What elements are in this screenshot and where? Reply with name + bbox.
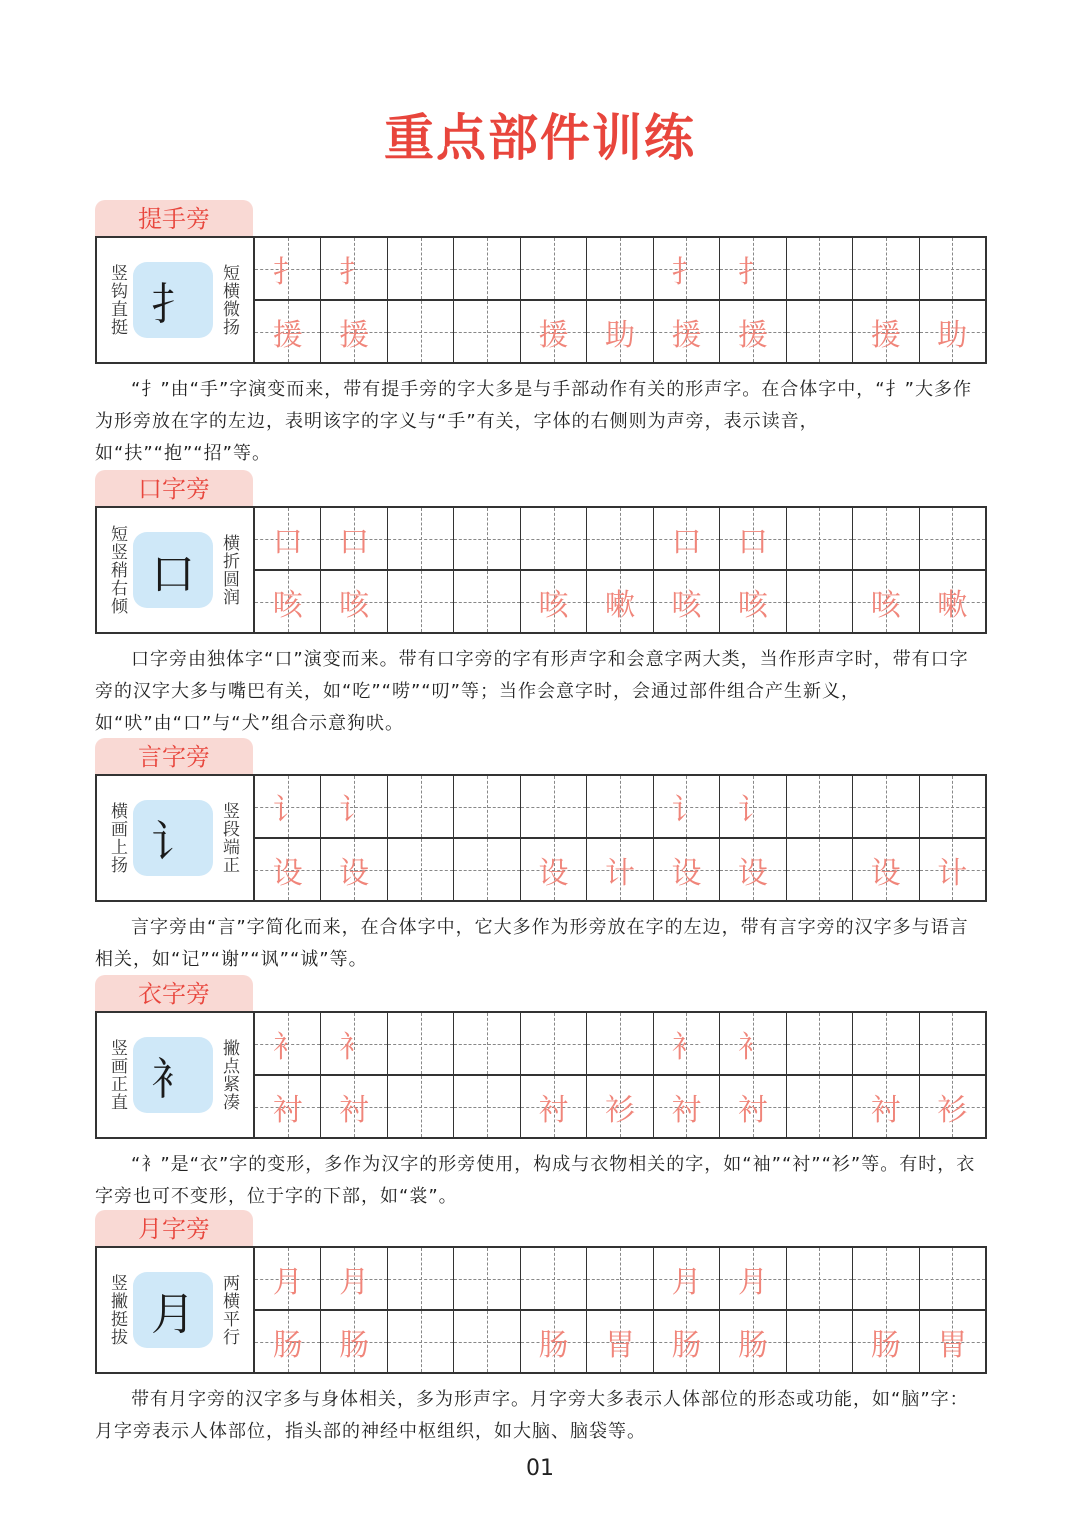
practice-cell[interactable] xyxy=(320,508,386,569)
practice-cell[interactable] xyxy=(919,1076,985,1137)
trace-char: 援 xyxy=(870,317,901,353)
practice-cell[interactable] xyxy=(387,839,453,900)
writing-tip-left: 短竖稍右倾 xyxy=(107,525,127,615)
page-title: 重点部件训练 xyxy=(384,109,696,167)
trace-char: 肠 xyxy=(272,1327,303,1363)
trace-char: 咳 xyxy=(272,587,303,623)
practice-cell[interactable] xyxy=(586,1311,652,1372)
trace-char: 咳 xyxy=(870,587,901,623)
trace-char: 咳 xyxy=(671,587,702,623)
trace-char: 衫 xyxy=(604,1092,635,1128)
practice-cell[interactable] xyxy=(320,1311,386,1372)
trace-char: 讠 xyxy=(272,792,303,828)
practice-grid xyxy=(95,236,987,364)
trace-char: 设 xyxy=(272,855,303,891)
trace-char: 助 xyxy=(937,317,968,353)
trace-char: 衤 xyxy=(272,1029,303,1065)
trace-char: 口 xyxy=(671,524,702,560)
trace-char: 扌 xyxy=(671,254,702,290)
trace-char: 援 xyxy=(272,317,303,353)
trace-char: 衤 xyxy=(339,1029,370,1065)
practice-cell[interactable] xyxy=(453,1013,519,1074)
trace-char: 嗽 xyxy=(604,587,635,623)
practice-cell[interactable] xyxy=(255,238,320,299)
trace-char: 衬 xyxy=(538,1092,569,1128)
practice-cell[interactable] xyxy=(919,1248,985,1309)
practice-cell[interactable] xyxy=(719,238,785,299)
practice-cell[interactable] xyxy=(786,1311,852,1372)
practice-cell[interactable] xyxy=(653,571,719,632)
writing-tip-left: 竖画正直 xyxy=(107,1039,127,1111)
practice-cell[interactable] xyxy=(387,1076,453,1137)
practice-cell[interactable] xyxy=(320,776,386,837)
component-panel xyxy=(97,1248,255,1372)
practice-cell[interactable] xyxy=(719,1076,785,1137)
component-char: 扌 xyxy=(133,262,213,338)
practice-cell[interactable] xyxy=(320,1076,386,1137)
practice-cell[interactable] xyxy=(453,571,519,632)
trace-char: 衬 xyxy=(737,1092,768,1128)
practice-cell[interactable] xyxy=(786,508,852,569)
practice-cell[interactable] xyxy=(320,1013,386,1074)
trace-char: 月 xyxy=(272,1264,303,1300)
practice-cell[interactable] xyxy=(387,1311,453,1372)
practice-cell[interactable] xyxy=(520,1013,586,1074)
practice-cell[interactable] xyxy=(919,1013,985,1074)
practice-cell[interactable] xyxy=(387,776,453,837)
practice-cell[interactable] xyxy=(653,1248,719,1309)
practice-cell[interactable] xyxy=(719,1013,785,1074)
practice-cell[interactable] xyxy=(653,238,719,299)
practice-cell[interactable] xyxy=(719,301,785,362)
trace-char: 咳 xyxy=(538,587,569,623)
practice-cell[interactable] xyxy=(586,238,652,299)
trace-char: 设 xyxy=(737,855,768,891)
section-description: 带有月字旁的汉字多与身体相关，多为形声字。月字旁大多表示人体部位的形态或功能，如“脑”字：月字旁表示人体部位，指头部的神经中枢组织，如大脑、脑袋等。 xyxy=(95,1389,969,1442)
writing-tip-right: 撇点紧凑 xyxy=(219,1039,239,1111)
section-label: 言字旁 xyxy=(95,738,253,776)
writing-tip-right: 横折圆润 xyxy=(219,534,239,606)
practice-cell[interactable] xyxy=(520,301,586,362)
component-panel xyxy=(97,508,255,632)
practice-cell[interactable] xyxy=(786,839,852,900)
section-label: 衣字旁 xyxy=(95,975,253,1013)
practice-cell[interactable] xyxy=(255,1076,320,1137)
practice-cell[interactable] xyxy=(586,571,652,632)
practice-cell[interactable] xyxy=(919,776,985,837)
trace-char: 讠 xyxy=(671,792,702,828)
trace-char: 月 xyxy=(671,1264,702,1300)
practice-cell[interactable] xyxy=(453,1076,519,1137)
trace-char: 衫 xyxy=(937,1092,968,1128)
practice-cell[interactable] xyxy=(255,839,320,900)
practice-cell[interactable] xyxy=(255,508,320,569)
practice-cell[interactable] xyxy=(653,301,719,362)
trace-char: 衤 xyxy=(737,1029,768,1065)
trace-char: 口 xyxy=(272,524,303,560)
practice-cell[interactable] xyxy=(586,1248,652,1309)
trace-char: 月 xyxy=(737,1264,768,1300)
grid-row-row1 xyxy=(255,508,985,569)
grid-row-row2 xyxy=(255,569,985,632)
trace-char: 援 xyxy=(671,317,702,353)
trace-char: 扌 xyxy=(272,254,303,290)
practice-grid xyxy=(95,506,987,634)
practice-cell[interactable] xyxy=(852,508,918,569)
trace-char: 讠 xyxy=(339,792,370,828)
trace-char: 衬 xyxy=(671,1092,702,1128)
practice-cell[interactable] xyxy=(719,839,785,900)
practice-cell[interactable] xyxy=(919,839,985,900)
grid-row-row1 xyxy=(255,776,985,837)
trace-char: 计 xyxy=(604,855,635,891)
trace-char: 衤 xyxy=(671,1029,702,1065)
practice-cell[interactable] xyxy=(320,839,386,900)
section-5 xyxy=(95,1210,985,1450)
practice-cell[interactable] xyxy=(520,1248,586,1309)
practice-cell[interactable] xyxy=(387,571,453,632)
practice-cell[interactable] xyxy=(453,776,519,837)
writing-tip-right: 两横平行 xyxy=(219,1274,239,1346)
practice-cell[interactable] xyxy=(586,301,652,362)
writing-tip-right: 短横微扬 xyxy=(219,264,239,336)
trace-char: 肠 xyxy=(671,1327,702,1363)
trace-char: 咳 xyxy=(339,587,370,623)
practice-cell[interactable] xyxy=(255,301,320,362)
practice-cell[interactable] xyxy=(586,1013,652,1074)
section-label: 提手旁 xyxy=(95,200,253,238)
writing-tip-right: 竖段端正 xyxy=(219,802,239,874)
practice-cell[interactable] xyxy=(653,776,719,837)
trace-char: 助 xyxy=(604,317,635,353)
practice-cell[interactable] xyxy=(852,571,918,632)
practice-cell[interactable] xyxy=(520,238,586,299)
grid-row-row2 xyxy=(255,1074,985,1137)
section-description: 口字旁由独体字“口”演变而来。带有口字旁的字有形声字和会意字两大类，当作形声字时，带有口字旁的汉字大多与嘴巴有关，如“吃”“唠”“叨”等；当作会意字时，会通过部件组合产生新义，如“吠”由“口”与“犬”组合示意狗吠。 xyxy=(95,649,969,734)
practice-cell[interactable] xyxy=(852,776,918,837)
practice-cell[interactable] xyxy=(852,839,918,900)
practice-cell[interactable] xyxy=(786,776,852,837)
cell-grid xyxy=(255,238,985,362)
practice-grid xyxy=(95,1011,987,1139)
practice-cell[interactable] xyxy=(255,776,320,837)
trace-char: 计 xyxy=(937,855,968,891)
practice-cell[interactable] xyxy=(387,508,453,569)
practice-cell[interactable] xyxy=(852,301,918,362)
component-panel xyxy=(97,776,255,900)
section-description: “衤”是“衣”字的变形，多作为汉字的形旁使用，构成与衣物相关的字，如“袖”“衬”“衫”等。有时，衣字旁也可不变形，位于字的下部，如“裳”。 xyxy=(95,1154,976,1207)
grid-row-row1 xyxy=(255,238,985,299)
practice-cell[interactable] xyxy=(387,301,453,362)
trace-char: 肠 xyxy=(538,1327,569,1363)
section-1 xyxy=(95,200,985,464)
practice-cell[interactable] xyxy=(852,238,918,299)
grid-row-row1 xyxy=(255,1013,985,1074)
trace-char: 嗽 xyxy=(937,587,968,623)
trace-char: 肠 xyxy=(737,1327,768,1363)
trace-char: 胃 xyxy=(937,1327,968,1363)
practice-cell[interactable] xyxy=(719,571,785,632)
practice-cell[interactable] xyxy=(852,1013,918,1074)
trace-char: 设 xyxy=(671,855,702,891)
practice-cell[interactable] xyxy=(453,301,519,362)
practice-cell[interactable] xyxy=(586,508,652,569)
practice-cell[interactable] xyxy=(653,508,719,569)
practice-cell[interactable] xyxy=(719,508,785,569)
practice-cell[interactable] xyxy=(719,1248,785,1309)
practice-cell[interactable] xyxy=(719,1311,785,1372)
practice-cell[interactable] xyxy=(786,301,852,362)
page-number: 01 xyxy=(526,1456,554,1481)
trace-char: 月 xyxy=(339,1264,370,1300)
practice-cell[interactable] xyxy=(653,839,719,900)
writing-tip-left: 竖钩直挺 xyxy=(107,264,127,336)
trace-char: 设 xyxy=(870,855,901,891)
practice-cell[interactable] xyxy=(387,238,453,299)
practice-cell[interactable] xyxy=(852,1248,918,1309)
practice-cell[interactable] xyxy=(255,1013,320,1074)
section-description: “扌”由“手”字演变而来，带有提手旁的字大多是与手部动作有关的形声字。在合体字中，“扌”大多作为形旁放在字的左边，表明该字的字义与“手”有关，字体的右侧则为声旁，表示读音，如“扶”“抱”“招”等。 xyxy=(95,379,972,464)
practice-cell[interactable] xyxy=(453,238,519,299)
practice-cell[interactable] xyxy=(786,238,852,299)
practice-cell[interactable] xyxy=(852,1311,918,1372)
grid-row-row2 xyxy=(255,299,985,362)
cell-grid xyxy=(255,1013,985,1137)
practice-cell[interactable] xyxy=(320,1248,386,1309)
practice-cell[interactable] xyxy=(919,301,985,362)
trace-char: 援 xyxy=(339,317,370,353)
trace-char: 衬 xyxy=(870,1092,901,1128)
grid-row-row2 xyxy=(255,837,985,900)
cell-grid xyxy=(255,508,985,632)
practice-cell[interactable] xyxy=(255,571,320,632)
practice-cell[interactable] xyxy=(320,301,386,362)
component-char: 衤 xyxy=(133,1037,213,1113)
cell-grid xyxy=(255,1248,985,1372)
practice-grid xyxy=(95,774,987,902)
trace-char: 援 xyxy=(737,317,768,353)
practice-cell[interactable] xyxy=(520,1076,586,1137)
practice-cell[interactable] xyxy=(520,776,586,837)
practice-cell[interactable] xyxy=(919,571,985,632)
section-2 xyxy=(95,470,985,734)
section-4 xyxy=(95,975,985,1215)
trace-char: 扌 xyxy=(737,254,768,290)
practice-cell[interactable] xyxy=(453,839,519,900)
trace-char: 设 xyxy=(339,855,370,891)
practice-cell[interactable] xyxy=(387,1013,453,1074)
practice-cell[interactable] xyxy=(320,238,386,299)
practice-cell[interactable] xyxy=(453,1248,519,1309)
practice-cell[interactable] xyxy=(786,1076,852,1137)
trace-char: 胃 xyxy=(604,1327,635,1363)
component-panel xyxy=(97,238,255,362)
grid-row-row2 xyxy=(255,1309,985,1372)
practice-cell[interactable] xyxy=(786,1248,852,1309)
practice-cell[interactable] xyxy=(520,571,586,632)
section-label: 口字旁 xyxy=(95,470,253,508)
trace-char: 口 xyxy=(339,524,370,560)
component-char: 口 xyxy=(133,532,213,608)
grid-row-row1 xyxy=(255,1248,985,1309)
practice-cell[interactable] xyxy=(387,1248,453,1309)
practice-cell[interactable] xyxy=(255,1248,320,1309)
practice-cell[interactable] xyxy=(653,1311,719,1372)
practice-cell[interactable] xyxy=(255,1311,320,1372)
trace-char: 衬 xyxy=(339,1092,370,1128)
trace-char: 设 xyxy=(538,855,569,891)
practice-cell[interactable] xyxy=(320,571,386,632)
practice-cell[interactable] xyxy=(786,571,852,632)
writing-tip-left: 竖撇挺拔 xyxy=(107,1274,127,1346)
practice-cell[interactable] xyxy=(653,1013,719,1074)
practice-cell[interactable] xyxy=(653,1076,719,1137)
practice-cell[interactable] xyxy=(453,1311,519,1372)
practice-cell[interactable] xyxy=(586,839,652,900)
practice-grid xyxy=(95,1246,987,1374)
practice-cell[interactable] xyxy=(786,1013,852,1074)
section-label: 月字旁 xyxy=(95,1210,253,1248)
writing-tip-left: 横画上扬 xyxy=(107,802,127,874)
practice-cell[interactable] xyxy=(852,1076,918,1137)
practice-cell[interactable] xyxy=(919,238,985,299)
practice-cell[interactable] xyxy=(919,1311,985,1372)
trace-char: 扌 xyxy=(339,254,370,290)
trace-char: 口 xyxy=(737,524,768,560)
component-char: 月 xyxy=(133,1272,213,1348)
section-3 xyxy=(95,738,985,978)
component-panel xyxy=(97,1013,255,1137)
practice-cell[interactable] xyxy=(919,508,985,569)
section-description: 言字旁由“言”字简化而来，在合体字中，它大多作为形旁放在字的左边，带有言字旁的汉字多与语言相关，如“记”“谢”“讽”“诚”等。 xyxy=(95,917,969,970)
trace-char: 咳 xyxy=(737,587,768,623)
practice-cell[interactable] xyxy=(586,776,652,837)
trace-char: 衬 xyxy=(272,1092,303,1128)
trace-char: 肠 xyxy=(870,1327,901,1363)
practice-cell[interactable] xyxy=(719,776,785,837)
practice-cell[interactable] xyxy=(520,839,586,900)
practice-cell[interactable] xyxy=(586,1076,652,1137)
cell-grid xyxy=(255,776,985,900)
practice-cell[interactable] xyxy=(453,508,519,569)
practice-cell[interactable] xyxy=(520,508,586,569)
trace-char: 援 xyxy=(538,317,569,353)
trace-char: 讠 xyxy=(737,792,768,828)
trace-char: 肠 xyxy=(339,1327,370,1363)
practice-cell[interactable] xyxy=(520,1311,586,1372)
component-char: 讠 xyxy=(133,800,213,876)
